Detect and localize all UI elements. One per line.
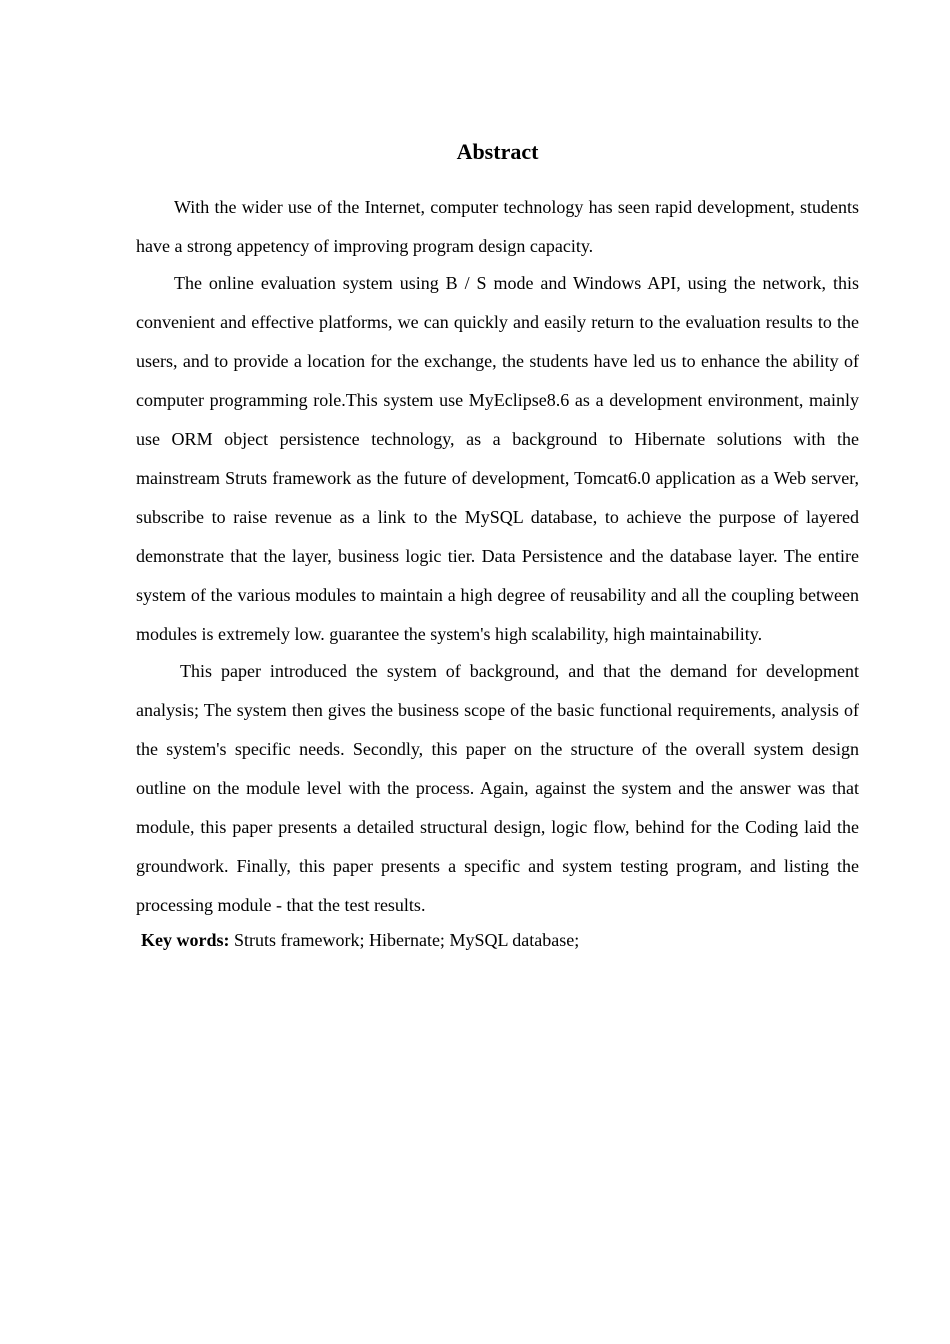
keywords-text: Struts framework; Hibernate; MySQL database; (229, 930, 580, 950)
abstract-title: Abstract (456, 139, 539, 164)
abstract-page (136, 136, 859, 957)
abstract-paragraph-2: The online evaluation system using B / S mode and Windows API, using the network, this convenient and effective platforms, we can quickly and easily return to the evaluation results to the users, and to provide a location for the exchange, the students have led us to enhance the ability of computer programming role.This system use MyEclipse8.6 as a development environment, mainly use ORM object persistence technology, as a background to Hibernate solutions with the mainstream Struts framework as the future of development, Tomcat6.0 application as a Web server, subscribe to raise revenue as a link to the MySQL database, to achieve the purpose of layered demonstrate that the layer, business logic tier. Data Persistence and the database layer. The entire system of the various modules to maintain a high degree of reusability and all the coupling between modules is extremely low. guarantee the system's high scalability, high maintainability. (136, 273, 859, 644)
abstract-paragraph-1: With the wider use of the Internet, computer technology has seen rapid development, students have a strong appetency of improving program design capacity. (136, 197, 859, 256)
keywords-label: Key words: (141, 930, 230, 950)
keywords-line (136, 923, 859, 957)
abstract-paragraph-3: This paper introduced the system of background, and that the demand for development analysis; The system then gives the business scope of the basic functional requirements, analysis of the system's specific needs. Secondly, this paper on the structure of the overall system design outline on the module level with the process. Again, against the system and the answer was that module, this paper presents a detailed structural design, logic flow, behind for the Coding laid the groundwork. Finally, this paper presents a specific and system testing program, and listing the processing module - that the test results. (136, 661, 859, 915)
